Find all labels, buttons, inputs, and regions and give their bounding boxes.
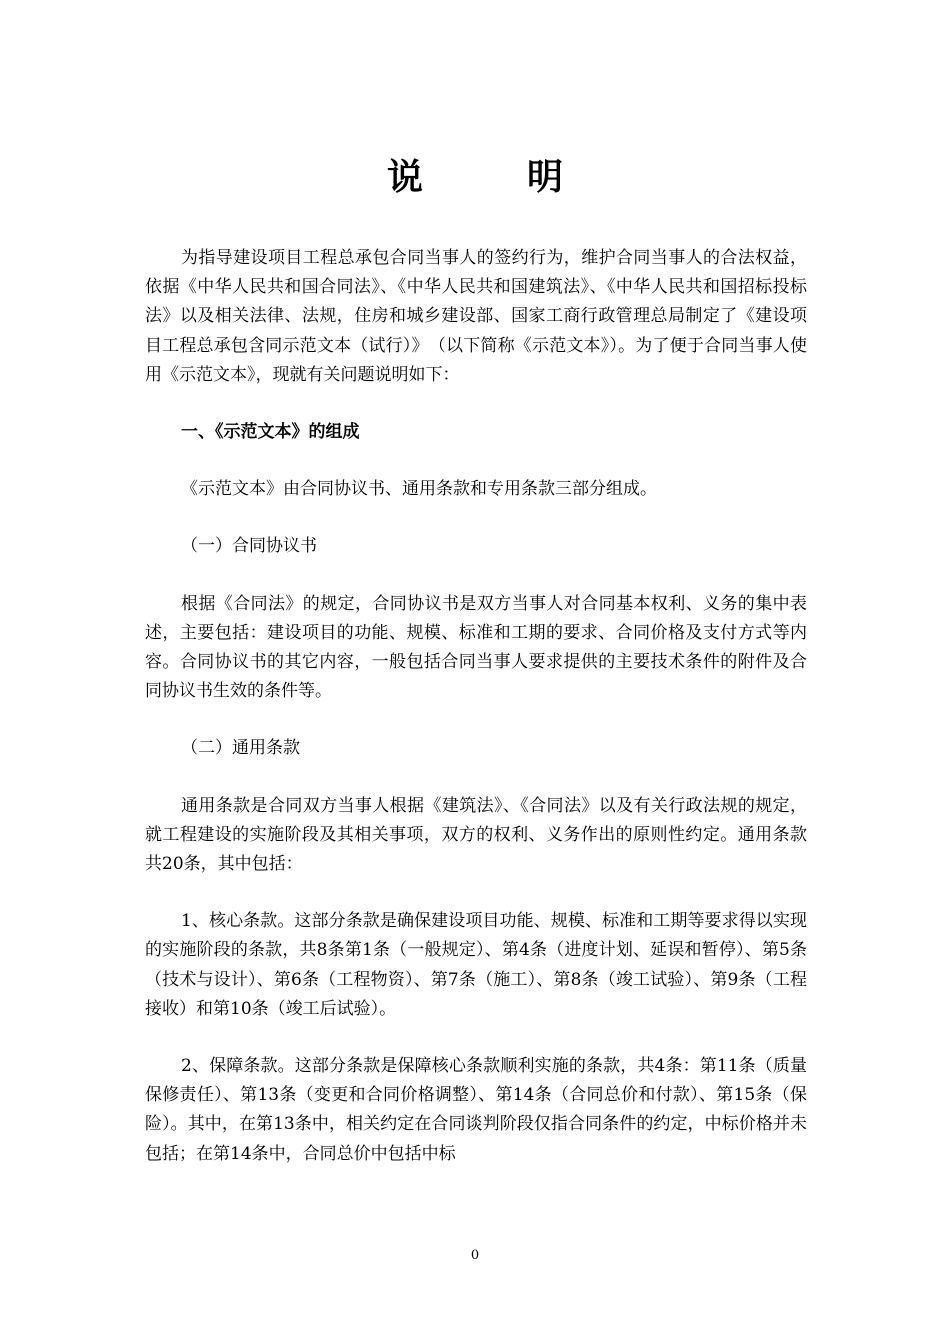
agreement-paragraph: 根据《合同法》的规定，合同协议书是双方当事人对合同基本权利、义务的集中表述，主要包括：建设项目的功能、规模、标准和工期的要求、合同价格及支付方式等内容。合同协议书的其它内容，一般包括合同当事人要求提供的主要技术条件的附件及合同协议书生效的条件等。	[145, 593, 807, 702]
composition-paragraph: 《示范文本》由合同协议书、通用条款和专用条款三部分组成。	[181, 479, 657, 500]
document-body	[145, 244, 807, 1169]
subsection-heading-general-terms: （二）通用条款	[181, 738, 300, 759]
core-terms-paragraph: 1、核心条款。这部分条款是确保建设项目功能、规模、标准和工期等要求得以实现的实施阶段的条款，共8条第1条（一般规定）、第4条（进度计划、延误和暂停）、第5条（技术与设计）、第6条（工程物资）、第7条（施工）、第8条（竣工试验）、第9条（工程接收）和第10条（竣工后试验）。	[145, 911, 807, 1019]
page-number: 0	[470, 1248, 480, 1263]
general-terms-paragraph: 通用条款是合同双方当事人根据《建筑法》、《合同法》以及有关行政法规的规定，就工程建设的实施阶段及其相关事项，双方的权利、义务作出的原则性约定。通用条款共20条，其中包括：	[145, 795, 807, 875]
intro-paragraph: 为指导建设项目工程总承包合同当事人的签约行为，维护合同当事人的合法权益，依据《中华人民共和国合同法》、《中华人民共和国建筑法》、《中华人民共和国招标投标法》以及相关法律、法规，住房和城乡建设部、国家工商行政管理总局制定了《建设项目工程总承包含同示范文本（试行）》 （以下简称《示范文本》）。为了便于合同当事人使用《示范文本》，现就有关问题说明如下：	[145, 248, 807, 385]
guarantee-terms-paragraph: 2、保障条款。这部分条款是保障核心条款顺利实施的条款，共4条：第11条（质量保修责任）、第13条（变更和合同价格调整）、第14条（合同总价和付款）、第15条（保险）。其中，在第13条中，相关约定在合同谈判阶段仅指合同条件的约定，中标价格并未包括；在第14条中，合同总价中包括中标	[145, 1056, 807, 1164]
page-title: 说 明	[386, 157, 597, 198]
section-heading: 一、《示范文本》的组成	[181, 422, 360, 443]
subsection-heading-agreement: （一）合同协议书	[181, 536, 317, 557]
